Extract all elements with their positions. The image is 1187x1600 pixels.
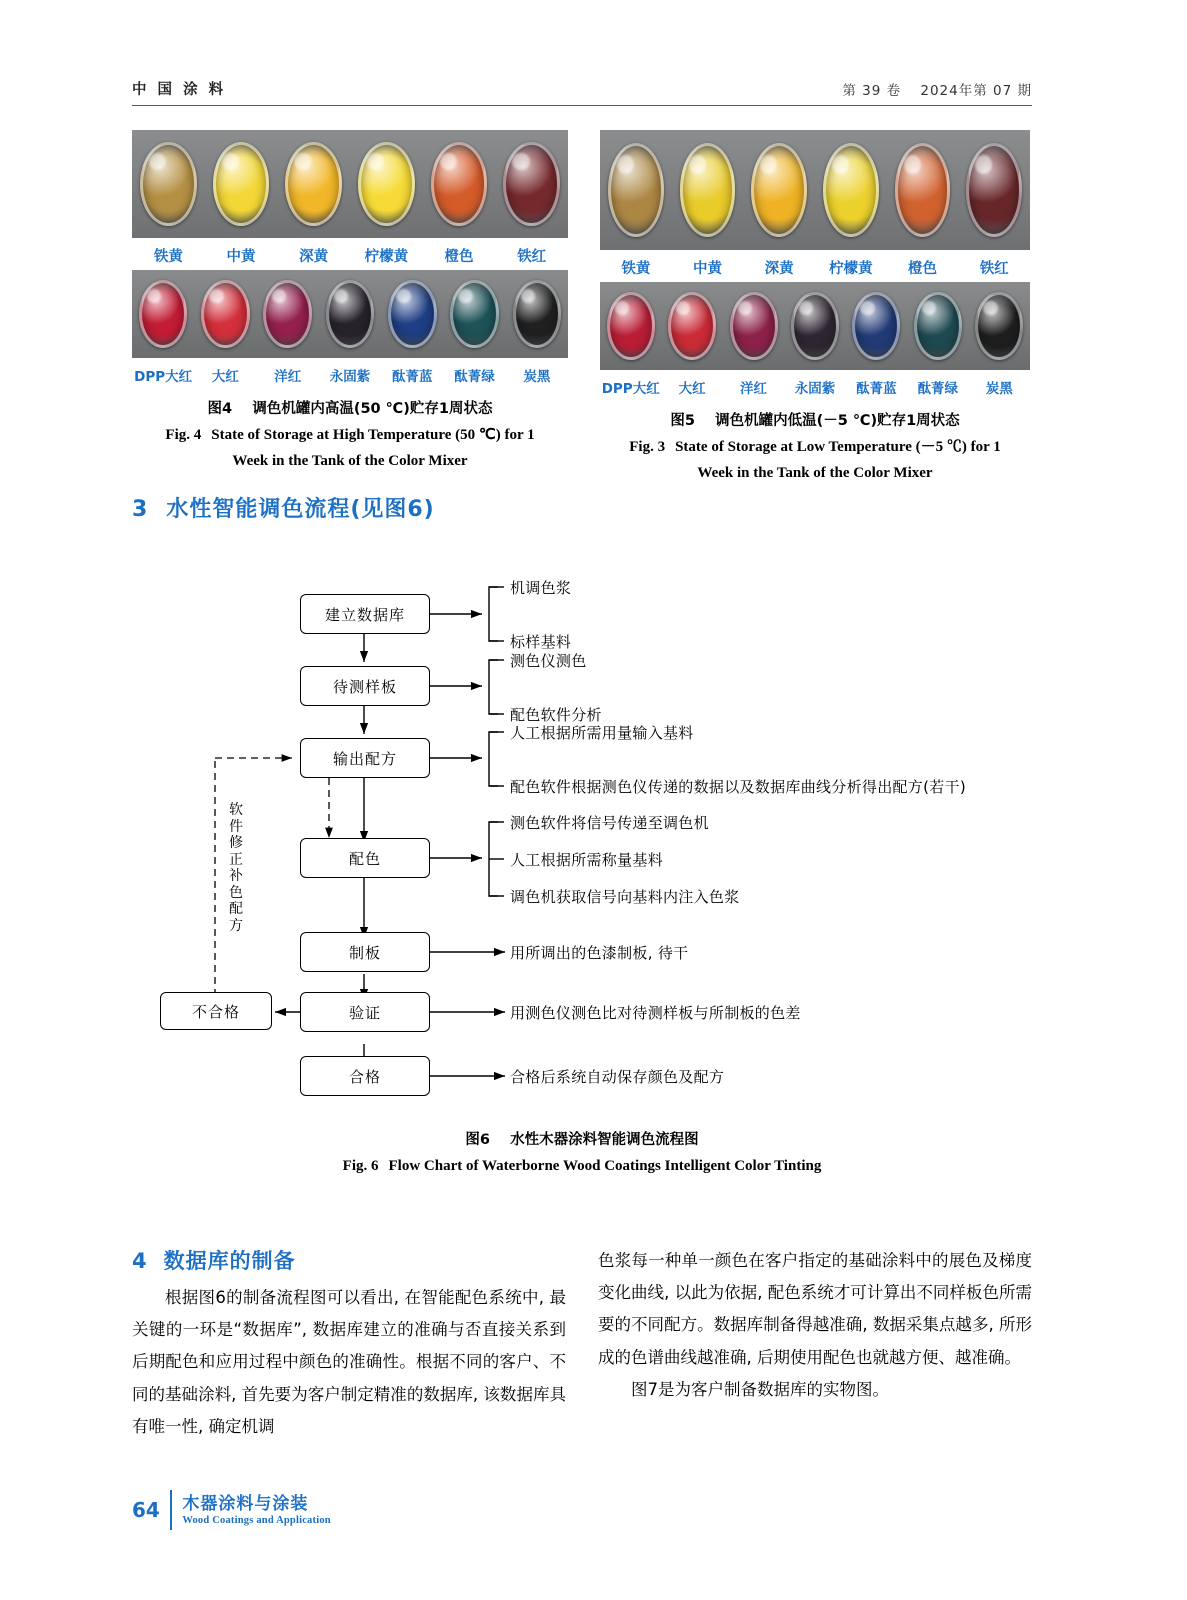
pigment-label: 大红 <box>211 369 239 385</box>
flow-note: 人工根据所需用量输入基料 <box>510 724 694 742</box>
figure-4 <box>132 130 568 472</box>
pigment-jar <box>723 282 784 370</box>
flow-box-输出配方[interactable] <box>300 738 430 778</box>
pigment-jar <box>672 130 744 250</box>
flow-box-label: 待测样板 <box>332 677 397 696</box>
flow-box-label: 不合格 <box>191 1002 240 1021</box>
body-column-left <box>132 1282 566 1443</box>
page-footer <box>132 1490 331 1530</box>
pigment-label: 酞菁蓝 <box>392 369 433 385</box>
flow-note: 配色软件分析 <box>510 706 602 724</box>
pigment-label: DPP大红 <box>134 369 193 385</box>
pigment-label: 永固紫 <box>794 381 836 397</box>
issue-label: 2024年第 07 期 <box>920 83 1032 99</box>
journal-name: 中 国 涂 料 <box>132 82 227 98</box>
pigment-label: 酞菁蓝 <box>856 381 897 397</box>
figure-6-caption-number: 图6 <box>465 1132 490 1148</box>
pigment-jar <box>600 282 661 370</box>
pigment-jar <box>495 130 568 238</box>
section-3-number: 3 <box>132 497 149 522</box>
section-4-number: 4 <box>132 1249 148 1273</box>
figure-5-labels-row-2 <box>600 370 1030 401</box>
pigment-jar <box>319 270 381 358</box>
flow-note: 测色仪测色 <box>510 652 587 670</box>
flow-note: 用所调出的色漆制板, 待干 <box>510 944 689 962</box>
pigment-jar <box>887 130 959 250</box>
figure-5-photo-row-2 <box>600 282 1030 370</box>
figure-6-flowchart <box>132 552 1032 1112</box>
footer-divider <box>170 1490 173 1530</box>
pigment-jar <box>661 282 722 370</box>
pigment-jar <box>506 270 568 358</box>
figure-6-caption-en: Fig. 6 Flow Chart of Waterborne Wood Coatings Intelligent Color Tinting <box>342 1157 822 1174</box>
pigment-jar <box>350 130 423 238</box>
figure-5-caption: 图5 调色机罐内低温(－5 ℃)贮存1周状态 Fig. 3 State of Storage at Low Temperature (－5 ℃) for 1 Week in the Tank of the Color Mixer <box>600 411 1030 484</box>
flow-box-配色[interactable] <box>300 838 430 878</box>
pigment-label: 大红 <box>678 381 706 397</box>
issue-info <box>828 79 1032 99</box>
pigment-jar <box>443 270 505 358</box>
section-3-heading <box>132 492 435 523</box>
section-3-title: 水性智能调色流程(见图6) <box>166 497 435 522</box>
pigment-jar <box>846 282 907 370</box>
pigment-label: 深黄 <box>764 261 794 277</box>
paragraph: 色浆每一种单一颜色在客户指定的基础涂料中的展色及梯度变化曲线, 以此为依据, 配色系统才可计算出不同样板色所需要的不同配方。数据库制备得越准确, 数据采集点越多, 所形成的色谱曲线越准确, 后期使用配色也就越方便、越准确。 <box>598 1251 1032 1367</box>
flow-box-label: 制板 <box>348 943 381 962</box>
pigment-label: DPP大红 <box>601 381 660 397</box>
figure-4-photo-row-1 <box>132 130 568 238</box>
pigment-label: 永固紫 <box>329 369 371 385</box>
figure-5-caption-zh: 调色机罐内低温(－5 ℃)贮存1周状态 <box>715 413 960 429</box>
figure-5-photo-row-1 <box>600 130 1030 250</box>
pigment-jar <box>205 130 278 238</box>
figure-5 <box>600 130 1030 484</box>
body-column-right <box>598 1245 1032 1406</box>
pigment-jar <box>132 270 194 358</box>
figure-4-caption-zh: 调色机罐内高温(50 ℃)贮存1周状态 <box>252 401 493 417</box>
page-header <box>132 78 1032 106</box>
figure-4-labels-row-1 <box>132 238 568 270</box>
pigment-label: 橙色 <box>908 261 938 277</box>
pigment-label: 橙色 <box>444 249 474 265</box>
section-4-title: 数据库的制备 <box>163 1249 296 1273</box>
flow-note: 人工根据所需称量基料 <box>510 851 664 869</box>
pigment-label: 炭黑 <box>985 381 1013 397</box>
pigment-label: 深黄 <box>299 249 329 265</box>
figure-4-caption-en: Fig. 4 State of Storage at High Temperature (50 ℃) for 1 <box>165 426 535 443</box>
figure-5-labels-row-1 <box>600 250 1030 282</box>
figure-6-caption-zh: 水性木器涂料智能调色流程图 <box>510 1132 699 1148</box>
flow-box-不合格[interactable] <box>160 992 272 1030</box>
flow-box-label: 输出配方 <box>332 749 397 768</box>
pigment-label: 洋红 <box>740 381 768 397</box>
flow-box-label: 验证 <box>348 1003 381 1022</box>
pigment-label: 酞菁绿 <box>917 381 959 397</box>
pigment-label: 中黄 <box>693 261 722 277</box>
flow-box-待测样板[interactable] <box>300 666 430 706</box>
figure-4-caption: 图4 调色机罐内高温(50 ℃)贮存1周状态 Fig. 4 State of Storage at High Temperature (50 ℃) for 1 Week in the Tank of the Color Mixer <box>132 399 568 472</box>
pigment-label: 铁红 <box>979 261 1009 277</box>
flow-note: 调色机获取信号向基料内注入色浆 <box>510 888 740 906</box>
flow-note: 机调色浆 <box>510 579 572 597</box>
pigment-label: 中黄 <box>226 249 256 265</box>
flow-note: 合格后系统自动保存颜色及配方 <box>510 1068 725 1086</box>
figure-4-photo-row-2 <box>132 270 568 358</box>
figure-5-caption-en: Fig. 3 State of Storage at Low Temperature (－5 ℃) for 1 <box>629 438 1001 455</box>
flow-box-label: 配色 <box>348 849 381 868</box>
flow-note: 标样基料 <box>510 633 572 651</box>
flow-box-验证[interactable] <box>300 992 430 1032</box>
pigment-label: 柠檬黄 <box>364 249 409 265</box>
volume-label: 第 39 卷 <box>842 83 902 99</box>
pigment-jar <box>257 270 319 358</box>
pigment-jar <box>907 282 968 370</box>
flow-box-label: 建立数据库 <box>324 605 405 624</box>
pigment-jar <box>132 130 205 238</box>
pigment-jar <box>277 130 350 238</box>
figure-5-caption-number: 图5 <box>670 413 695 429</box>
figure-6-caption <box>132 1130 1032 1178</box>
pigment-label: 铁黄 <box>153 249 183 265</box>
section-4-heading <box>132 1245 296 1275</box>
pigment-jar <box>381 270 443 358</box>
pigment-jar <box>784 282 845 370</box>
flow-box-建立数据库[interactable] <box>300 594 430 634</box>
pigment-label: 铁红 <box>517 249 547 265</box>
footer-title-en: Wood Coatings and Application <box>182 1514 331 1526</box>
flow-box-制板[interactable] <box>300 932 430 972</box>
flow-box-label: 合格 <box>348 1067 381 1086</box>
footer-title-zh: 木器涂料与涂装 <box>182 1494 309 1515</box>
flow-box-合格[interactable] <box>300 1056 430 1096</box>
pigment-label: 铁黄 <box>621 261 651 277</box>
flow-note: 配色软件根据测色仪传递的数据以及数据库曲线分析得出配方(若干) <box>510 778 967 796</box>
page-number: 64 <box>132 1498 160 1522</box>
pigment-jar <box>815 130 887 250</box>
figure-4-labels-row-2 <box>132 358 568 389</box>
footer-text <box>182 1494 330 1525</box>
figure-4-caption-number: 图4 <box>207 401 233 417</box>
paragraph: 图7是为客户制备数据库的实物图。 <box>631 1379 889 1399</box>
pigment-jar <box>194 270 256 358</box>
pigment-label: 洋红 <box>274 369 302 385</box>
paragraph: 根据图6的制备流程图可以看出, 在智能配色系统中, 最关键的一环是“数据库”, 数据库建立的准确与否直接关系到后期配色和应用过程中颜色的准确性。根据不同的客户、不同的基础涂料, 首先要为客户制定精准的数据库, 该数据库具有唯一性, 确定机调 <box>132 1288 566 1436</box>
pigment-jar <box>423 130 496 238</box>
pigment-label: 酞菁绿 <box>454 369 495 385</box>
pigment-jar <box>969 282 1030 370</box>
flow-note: 用测色仪测色比对待测样板与所制板的色差 <box>510 1004 801 1022</box>
pigment-jar <box>600 130 672 250</box>
pigment-jar <box>743 130 815 250</box>
pigment-label: 柠檬黄 <box>829 261 873 277</box>
flow-note: 测色软件将信号传递至调色机 <box>510 814 709 832</box>
flow-feedback-label: 软件修正补色配方 <box>229 802 243 934</box>
pigment-label: 炭黑 <box>523 369 551 385</box>
pigment-jar <box>958 130 1030 250</box>
